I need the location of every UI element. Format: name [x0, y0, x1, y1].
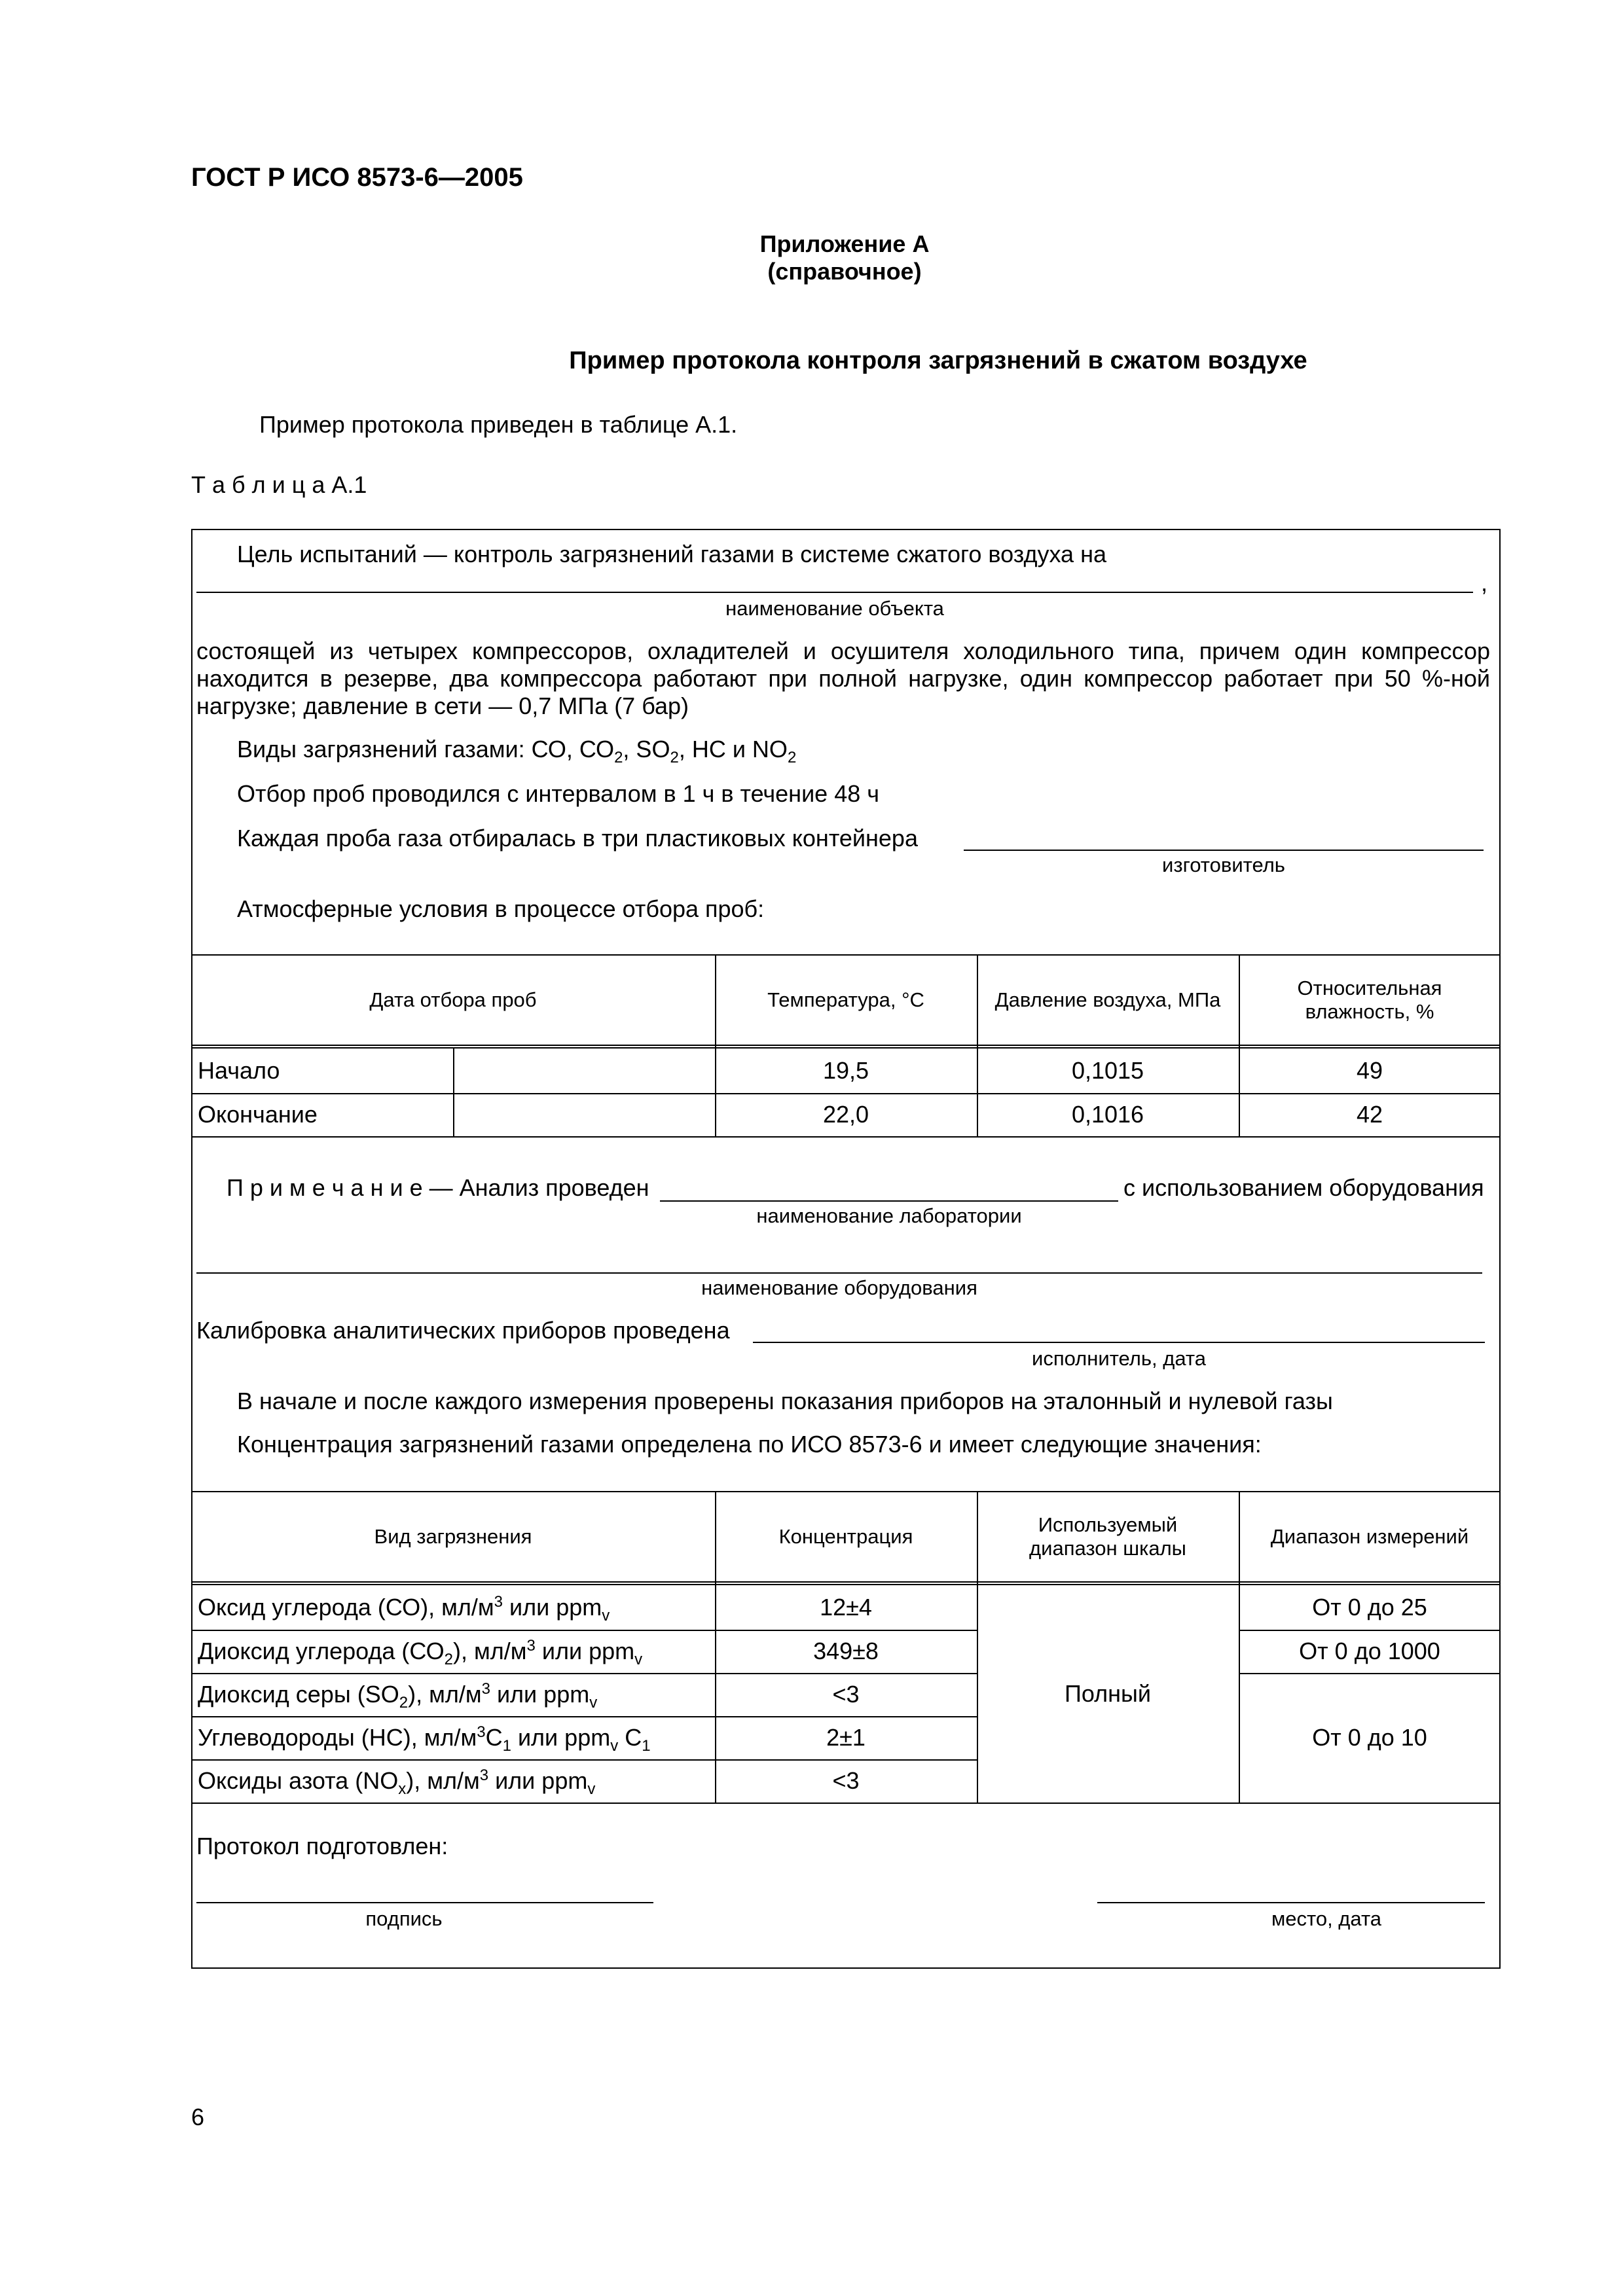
row-start-humidity: 49 [1356, 1057, 1383, 1084]
row-start-temp: 19,5 [822, 1057, 869, 1084]
results-header-scale: Используемый диапазон шкалы [1029, 1513, 1186, 1560]
conditions-header-pressure: Давление воздуха, МПа [994, 988, 1221, 1011]
range-others: От 0 до 10 [1312, 1724, 1427, 1751]
object-caption: наименование объекта [725, 597, 944, 620]
maker-line [964, 850, 1484, 851]
lab-caption: наименование лаборатории [756, 1204, 1022, 1227]
result-value-hc: 2±1 [826, 1724, 866, 1751]
annex-title: Приложение А [759, 230, 930, 257]
result-name-nox: Оксиды азота $(NO_x)$, $мл/м^3$ или ppm$_v$ [198, 1767, 596, 1799]
result-name-so2: Диоксид серы $(SO_2)$, $мл/м^3$ или ppm$_v$ [198, 1680, 598, 1712]
row-end-date [453, 1093, 715, 1136]
contaminant-types: Виды загрязнений газами: СО, $СО_2$, $SO_2$, НС и $NO_2$ [237, 736, 797, 767]
page-number: 6 [191, 2104, 205, 2130]
atmos-text: Атмосферные условия в процессе отбора проб: [237, 895, 765, 922]
row-end-label: Окончание [198, 1101, 318, 1128]
row-end-temp: 22,0 [822, 1101, 869, 1128]
conditions-header-date: Дата отбора проб [369, 988, 537, 1011]
range-co2: От 0 до 1000 [1299, 1638, 1440, 1664]
result-value-nox: <3 [832, 1767, 860, 1794]
place-date-line [1097, 1902, 1485, 1903]
conditions-bottom-line [191, 1136, 1501, 1138]
annex-heading: Пример протокола контроля загрязнений в сжатом воздухе [569, 347, 1307, 374]
result-name-co2: Диоксид углерода $(СО_2)$, $мл/м^3$ или ppm$_v$ [198, 1637, 643, 1669]
result-value-co: 12±4 [820, 1594, 872, 1621]
calibration-text: Калибровка аналитических приборов проведена [196, 1317, 730, 1344]
conditions-header-temp: Температура, °С [767, 988, 924, 1011]
scale-range-full: Полный [1065, 1680, 1151, 1707]
results-bottom-line [191, 1803, 1501, 1804]
result-value-co2: 349±8 [813, 1638, 879, 1664]
row-start-label: Начало [198, 1057, 280, 1084]
row-start-pressure: 0,1015 [1071, 1057, 1144, 1084]
signature-caption: подпись [365, 1907, 443, 1930]
range-co: От 0 до 25 [1312, 1594, 1427, 1621]
row-end-humidity: 42 [1356, 1101, 1383, 1128]
containers-text: Каждая проба газа отбиралась в три пластиковых контейнера [237, 825, 918, 852]
maker-caption: изготовитель [1162, 853, 1285, 876]
table-label: Т а б л и ц а А.1 [191, 471, 367, 498]
comma: , [1481, 569, 1488, 596]
result-name-hc: Углеводороды (НС), $мл/м^3С_1$ или ppm$_v$ $С_1$ [198, 1723, 651, 1755]
intro-text: Пример протокола приведен в таблице А.1. [259, 411, 738, 438]
row-start-date [453, 1049, 715, 1093]
purpose-text: Цель испытаний — контроль загрязнений газами в системе сжатого воздуха на [237, 541, 1106, 567]
check-text: В начале и после каждого измерения проверены показания приборов на эталонный и нулевой газы [237, 1388, 1333, 1414]
prepared-text: Протокол подготовлен: [196, 1833, 448, 1859]
annex-subtitle: (справочное) [767, 258, 922, 285]
results-header-range: Диапазон измерений [1270, 1525, 1469, 1548]
note-prefix: П р и м е ч а н и е — Анализ проведен [227, 1174, 649, 1201]
conditions-header-humidity: Относительная влажность, % [1297, 977, 1442, 1023]
equipment-line [196, 1272, 1482, 1274]
document-id: ГОСТ Р ИСО 8573-6—2005 [191, 163, 523, 192]
note-suffix: с использованием оборудования [1123, 1174, 1484, 1201]
description-text: состоящей из четырех компрессоров, охладителей и осушителя холодильного типа, причем один компрессор находится в резерве, два компрессора работают при полной нагрузке, один компрессор работает при 50 %-ной нагрузке; давление в сети — 0,7 МПа (7 бар) [196, 637, 1490, 719]
result-value-so2: <3 [832, 1681, 860, 1708]
concentration-text: Концентрация загрязнений газами определена по ИСО 8573-6 и имеет следующие значения: [237, 1431, 1262, 1458]
sampling-text: Отбор проб проводился с интервалом в 1 ч в течение 48 ч [237, 780, 879, 807]
result-name-co: Оксид углерода (СО), $мл/м^3$ или ppm$_v$ [198, 1593, 610, 1625]
executor-line [753, 1342, 1485, 1343]
place-date-caption: место, дата [1271, 1907, 1382, 1930]
results-header-concentration: Концентрация [778, 1525, 913, 1548]
signature-line [196, 1902, 653, 1903]
results-header-type: Вид загрязнения [374, 1525, 532, 1548]
lab-line [660, 1200, 1118, 1202]
executor-caption: исполнитель, дата [1032, 1347, 1206, 1370]
equipment-caption: наименование оборудования [701, 1276, 977, 1299]
row-end-pressure: 0,1016 [1071, 1101, 1144, 1128]
object-line [196, 592, 1473, 593]
